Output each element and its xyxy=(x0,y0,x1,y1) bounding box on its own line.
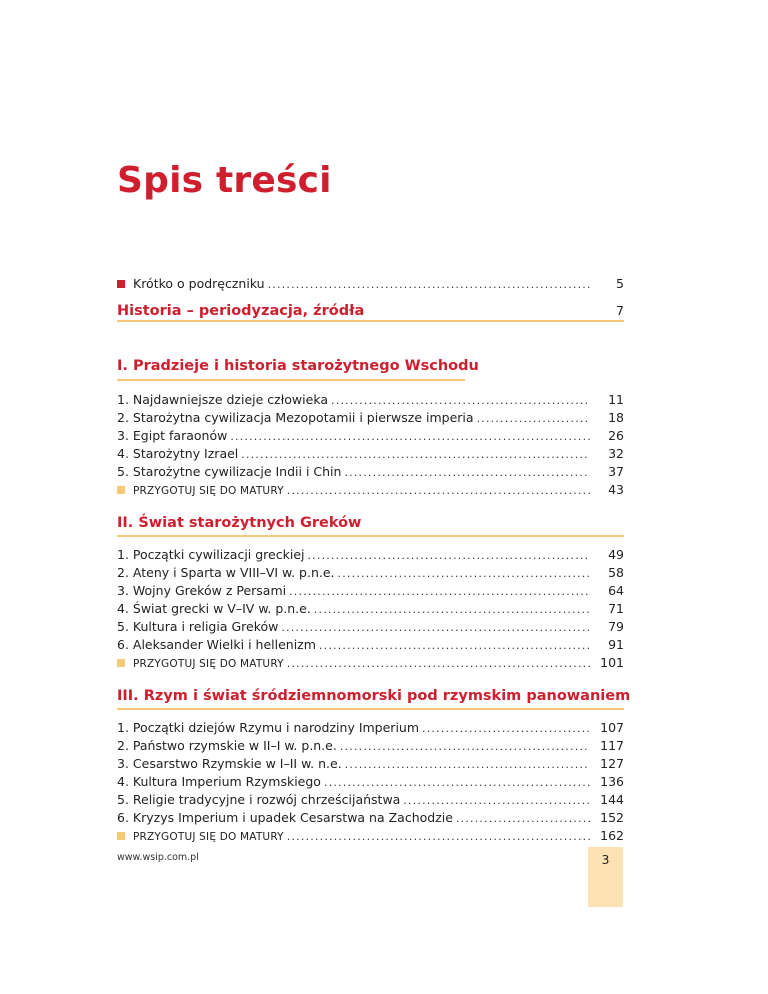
chapter-rule-3 xyxy=(117,708,624,710)
toc-row-historia[interactable] xyxy=(117,303,624,319)
leader-dots xyxy=(287,829,590,845)
toc-row[interactable] xyxy=(117,446,624,462)
toc-page: 37 xyxy=(608,464,624,479)
chapter-heading-1: I. Pradzieje i historia starożytnego Wschodu xyxy=(117,358,479,374)
leader-dots xyxy=(456,811,590,827)
toc-label: 4. Starożytny Izrael xyxy=(117,446,239,461)
chapter-rule-2 xyxy=(117,535,624,537)
toc-page: 49 xyxy=(608,547,624,562)
toc-label: 2. Starożytna cywilizacja Mezopotamii i pierwsze imperia xyxy=(117,410,474,425)
historia-heading: Historia – periodyzacja, źródła xyxy=(117,303,365,319)
toc-label: 4. Świat grecki w V–IV w. p.n.e. xyxy=(117,601,311,616)
leader-dots xyxy=(241,447,590,463)
toc-row[interactable] xyxy=(117,720,624,736)
leader-dots xyxy=(422,721,590,737)
leader-dots xyxy=(268,277,590,293)
toc-row-prep[interactable] xyxy=(117,482,624,498)
toc-label: 2. Państwo rzymskie w II–I w. p.n.e. xyxy=(117,738,337,753)
toc-page: 162 xyxy=(600,828,624,843)
leader-dots xyxy=(345,757,590,773)
toc-row[interactable] xyxy=(117,428,624,444)
toc-label: 1. Początki cywilizacji greckiej xyxy=(117,547,305,562)
red-square-icon xyxy=(117,280,125,288)
leader-dots xyxy=(340,739,590,755)
leader-dots xyxy=(403,793,590,809)
leader-dots xyxy=(477,411,590,427)
toc-page: 136 xyxy=(600,774,624,789)
toc-page: 43 xyxy=(608,482,624,497)
toc-page: 5 xyxy=(616,276,624,291)
toc-label: 2. Ateny i Sparta w VIII–VI w. p.n.e. xyxy=(117,565,335,580)
toc-row-intro[interactable] xyxy=(117,276,624,292)
toc-page: 101 xyxy=(600,655,624,670)
toc-label: 5. Kultura i religia Greków xyxy=(117,619,279,634)
toc-page: 7 xyxy=(616,303,624,318)
toc-label: 6. Aleksander Wielki i hellenizm xyxy=(117,637,316,652)
leader-dots xyxy=(287,483,590,499)
toc-row[interactable] xyxy=(117,583,624,599)
page-number-box xyxy=(588,847,623,907)
toc-row[interactable] xyxy=(117,774,624,790)
toc-label: PRZYGOTUJ SIĘ DO MATURY xyxy=(133,831,284,843)
chapter-heading-3: III. Rzym i świat śródziemnomorski pod rzymskim panowaniem xyxy=(117,688,631,704)
toc-page: 107 xyxy=(600,720,624,735)
toc-page: 11 xyxy=(608,392,624,407)
chapter-rule-1 xyxy=(117,379,465,381)
toc-page: 71 xyxy=(608,601,624,616)
leader-dots xyxy=(314,602,590,618)
toc-page: 117 xyxy=(600,738,624,753)
toc-row[interactable] xyxy=(117,637,624,653)
leader-dots xyxy=(344,465,590,481)
toc-label: 4. Kultura Imperium Rzymskiego xyxy=(117,774,321,789)
toc-label: 3. Cesarstwo Rzymskie w I–II w. n.e. xyxy=(117,756,342,771)
toc-row[interactable] xyxy=(117,565,624,581)
toc-label: 3. Egipt faraonów xyxy=(117,428,228,443)
leader-dots xyxy=(331,393,590,409)
toc-label: 6. Kryzys Imperium i upadek Cesarstwa na Zachodzie xyxy=(117,810,453,825)
toc-page: 32 xyxy=(608,446,624,461)
toc-label: PRZYGOTUJ SIĘ DO MATURY xyxy=(133,485,284,497)
toc-row[interactable] xyxy=(117,547,624,563)
toc-page: 144 xyxy=(600,792,624,807)
leader-dots xyxy=(307,548,590,564)
chapter-heading-2: II. Świat starożytnych Greków xyxy=(117,515,362,531)
toc-page: 18 xyxy=(608,410,624,425)
page-title: Spis treści xyxy=(117,160,332,201)
leader-dots xyxy=(324,775,590,791)
historia-rule xyxy=(117,320,624,322)
toc-label: 5. Starożytne cywilizacje Indii i Chin xyxy=(117,464,342,479)
toc-label: 1. Początki dziejów Rzymu i narodziny Imperium xyxy=(117,720,420,735)
footer-url[interactable]: www.wsip.com.pl xyxy=(117,852,199,863)
leader-dots xyxy=(319,638,590,654)
toc-page: 26 xyxy=(608,428,624,443)
gold-square-icon xyxy=(117,486,125,494)
gold-square-icon xyxy=(117,832,125,840)
gold-square-icon xyxy=(117,659,125,667)
toc-page: 58 xyxy=(608,565,624,580)
leader-dots xyxy=(281,620,590,636)
toc-page: 64 xyxy=(608,583,624,598)
leader-dots xyxy=(230,429,590,445)
toc-label: 1. Najdawniejsze dzieje człowieka xyxy=(117,392,328,407)
leader-dots xyxy=(289,584,590,600)
toc-label: Krótko o podręczniku xyxy=(133,276,265,291)
toc-row[interactable] xyxy=(117,601,624,617)
toc-row[interactable] xyxy=(117,410,624,426)
toc-row[interactable] xyxy=(117,792,624,808)
toc-page: 127 xyxy=(600,756,624,771)
leader-dots xyxy=(338,566,590,582)
toc-row[interactable] xyxy=(117,392,624,408)
toc-label: PRZYGOTUJ SIĘ DO MATURY xyxy=(133,658,284,670)
toc-label: 3. Wojny Greków z Persami xyxy=(117,583,287,598)
toc-label: 5. Religie tradycyjne i rozwój chrześcijaństwa xyxy=(117,792,401,807)
toc-page: 79 xyxy=(608,619,624,634)
toc-row-prep[interactable] xyxy=(117,828,624,844)
toc-page: 152 xyxy=(600,810,624,825)
toc-row-prep[interactable] xyxy=(117,655,624,671)
toc-page: 91 xyxy=(608,637,624,652)
toc-row[interactable] xyxy=(117,619,624,635)
page-number: 3 xyxy=(601,852,610,867)
leader-dots xyxy=(287,656,590,672)
toc-row[interactable] xyxy=(117,464,624,480)
toc-row[interactable] xyxy=(117,738,624,754)
toc-row[interactable] xyxy=(117,810,624,826)
toc-row[interactable] xyxy=(117,756,624,772)
